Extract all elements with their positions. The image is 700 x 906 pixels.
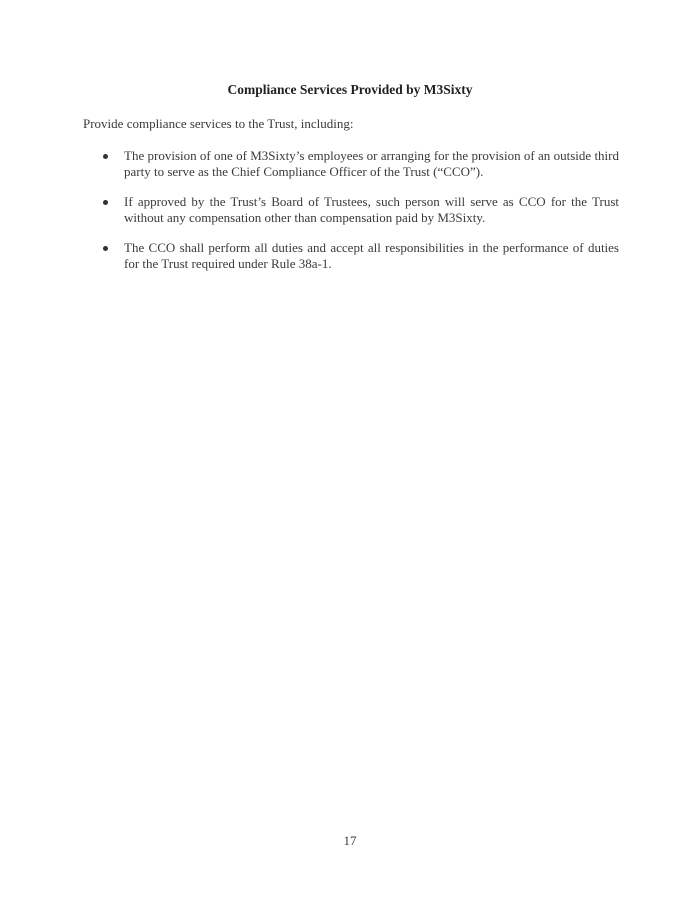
page-number: 17	[343, 833, 357, 848]
intro-paragraph: Provide compliance services to the Trust, including:	[83, 116, 354, 131]
bullet-icon	[103, 200, 108, 205]
list-item	[0, 240, 700, 272]
list-item-text: The provision of one of M3Sixty’s employees or arranging for the provision of an outside third party to serve as the Chief Compliance Officer of the Trust (“CCO”).	[124, 148, 619, 179]
list-item	[0, 148, 700, 180]
page-title: Compliance Services Provided by M3Sixty	[227, 82, 473, 97]
bullet-icon	[103, 246, 108, 251]
list-item-text: If approved by the Trust’s Board of Trustees, such person will serve as CCO for the Trust without any compensation other than compensation paid by M3Sixty.	[124, 194, 619, 225]
list-item-text: The CCO shall perform all duties and accept all responsibilities in the performance of duties for the Trust required under Rule 38a-1.	[124, 240, 619, 271]
bullet-list	[0, 148, 700, 286]
list-item	[0, 194, 700, 226]
bullet-icon	[103, 154, 108, 159]
